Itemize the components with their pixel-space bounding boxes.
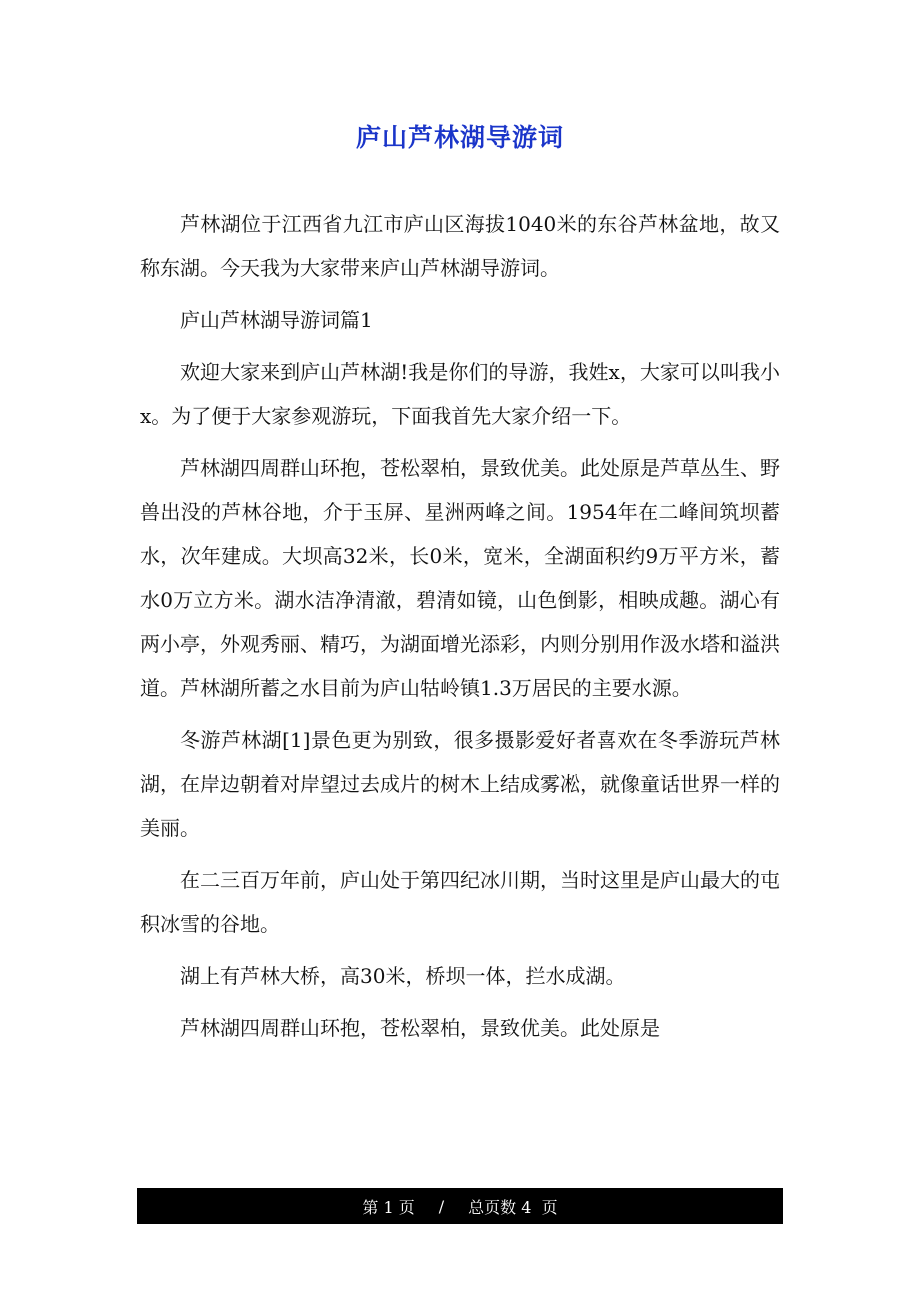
total-pages: 总页数 4 页 [468,1197,558,1217]
document-title: 庐山芦林湖导游词 [355,123,564,152]
paragraph-intro: 芦林湖位于江西省九江市庐山区海拔1040米的东谷芦林盆地，故又称东湖。今天我为大家带来庐山芦林湖导游词。 [140,212,780,280]
page-separator: / [438,1196,445,1216]
paragraph-bridge: 湖上有芦林大桥，高30米，桥坝一体，拦水成湖。 [180,964,626,988]
paragraph-continued: 芦林湖四周群山环抱，苍松翠柏，景致优美。此处原是 [180,1016,660,1040]
paragraph-section-heading: 庐山芦林湖导游词篇1 [180,308,373,332]
paragraph-winter: 冬游芦林湖[1]景色更为别致，很多摄影爱好者喜欢在冬季游玩芦林湖，在岸边朝着对岸望过去成片的树木上结成雾凇，就像童话世界一样的美丽。 [140,728,780,840]
paragraph-description: 芦林湖四周群山环抱，苍松翠柏，景致优美。此处原是芦草丛生、野兽出没的芦林谷地，介于玉屏、星洲两峰之间。1954年在二峰间筑坝蓄水，次年建成。大坝高32米，长0米，宽米，全湖面积约9万平方米，蓄水0万立方米。湖水洁净清澈，碧清如镜，山色倒影，相映成趣。湖心有两小亭，外观秀丽、精巧，为湖面增光添彩，内则分别用作汲水塔和溢洪道。芦林湖所蓄之水目前为庐山牯岭镇1.3万居民的主要水源。 [140,456,780,700]
page-number: 第 1 页 [362,1197,415,1217]
page-footer [137,1188,783,1224]
paragraph-welcome: 欢迎大家来到庐山芦林湖!我是你们的导游，我姓x，大家可以叫我小x。为了便于大家参观游玩，下面我首先大家介绍一下。 [140,360,780,428]
paragraph-history: 在二三百万年前，庐山处于第四纪冰川期，当时这里是庐山最大的屯积冰雪的谷地。 [140,868,780,936]
document-body [140,202,780,1050]
